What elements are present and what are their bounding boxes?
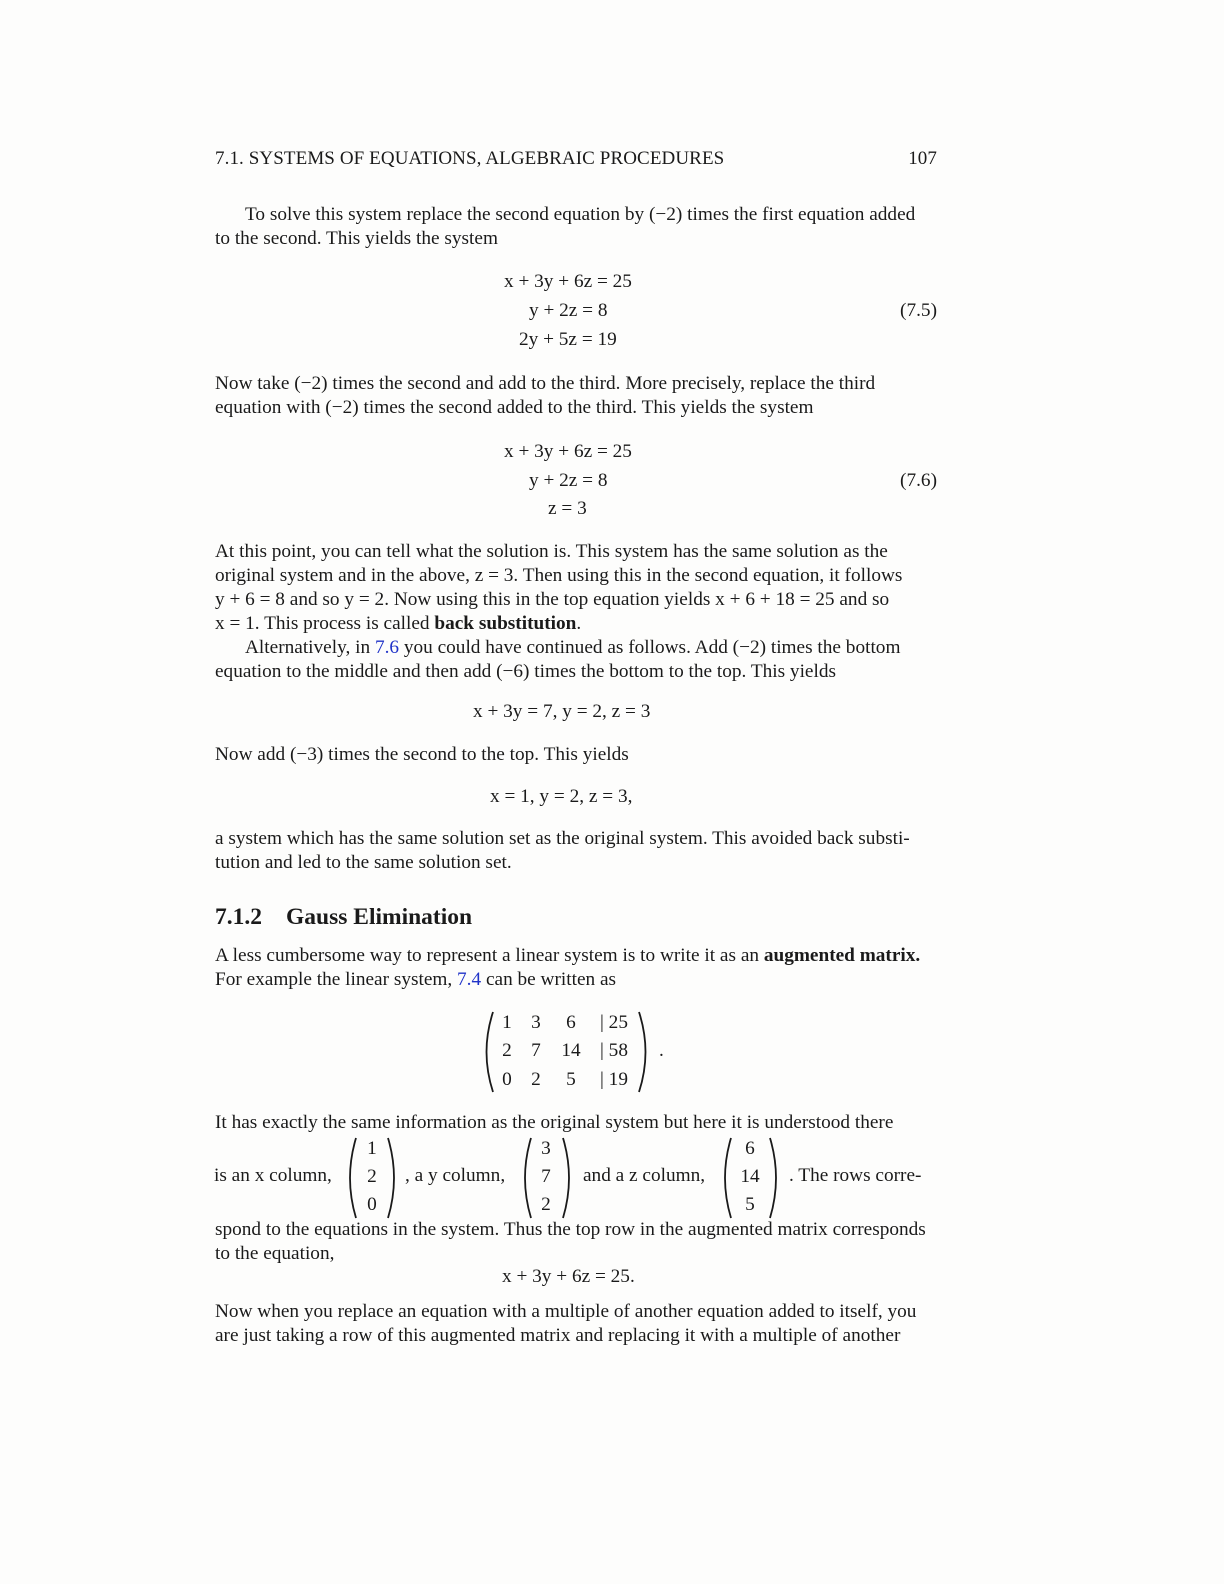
matrix-cell: 5 xyxy=(566,1069,576,1090)
section-number: 7.1.2 xyxy=(215,904,262,930)
matrix-cell: 2 xyxy=(531,1069,541,1090)
z-column-cell: 5 xyxy=(745,1194,755,1215)
x-column-cell: 2 xyxy=(367,1166,377,1187)
matrix-cell: 3 xyxy=(531,1012,541,1033)
p7-line2-rest: can be written as xyxy=(481,969,617,990)
p8-text-z-column: and a z column, xyxy=(583,1165,706,1186)
paragraph-1 xyxy=(215,203,937,251)
matrix-cell: | 58 xyxy=(600,1040,628,1061)
paragraph-2 xyxy=(215,372,937,420)
matrix-cell: 7 xyxy=(531,1040,541,1061)
paragraph-8-rest xyxy=(215,1218,937,1266)
matrix-cell: 14 xyxy=(561,1040,581,1061)
left-paren-icon xyxy=(478,1010,496,1094)
eq-7-6-line1: x + 3y + 6z = 25 xyxy=(504,441,632,462)
p4-line1-rest: you could have continued as follows. Add (−2) times the bottom xyxy=(399,637,901,658)
left-paren-icon xyxy=(718,1136,734,1220)
matrix-cell: 0 xyxy=(502,1069,512,1090)
right-paren-icon xyxy=(636,1010,654,1094)
eq-7-5-line1: x + 3y + 6z = 25 xyxy=(504,271,632,292)
p6-line2: tution and led to the same solution set. xyxy=(215,852,512,873)
x-column-cell: 0 xyxy=(367,1194,377,1215)
p9-line1: Now when you replace an equation with a multiple of another equation added to itself, you xyxy=(215,1301,917,1322)
p8-line4: to the equation, xyxy=(215,1243,335,1264)
z-column-cell: 6 xyxy=(745,1138,755,1159)
eq-7-5-line3: 2y + 5z = 19 xyxy=(519,329,617,350)
eq-7-5-line2: y + 2z = 8 xyxy=(529,300,608,321)
section-title: Gauss Elimination xyxy=(286,904,473,930)
eq-7-6-line3: z = 3 xyxy=(548,498,587,519)
running-header xyxy=(215,148,937,170)
p4-line2: equation to the middle and then add (−6) times the bottom to the top. This yields xyxy=(215,661,836,682)
p7-line2 xyxy=(215,968,937,992)
paragraph-8-line1 xyxy=(215,1111,937,1135)
p6-line1: a system which has the same solution set as the original system. This avoided back substi- xyxy=(215,828,910,849)
equation-intermediate: x + 3y = 7, y = 2, z = 3 xyxy=(473,701,651,722)
section-heading xyxy=(215,904,472,931)
p7-line1-text: A less cumbersome way to represent a linear system is to write it as an xyxy=(215,945,764,966)
p3-line2: original system and in the above, z = 3. Then using this in the second equation, it follows xyxy=(215,565,903,586)
equation-link-7-4[interactable]: 7.4 xyxy=(457,969,482,990)
equation-number-7-6: (7.6) xyxy=(900,470,937,491)
left-paren-icon xyxy=(343,1136,359,1220)
page-number: 107 xyxy=(908,148,937,169)
p3-line1: At this point, you can tell what the solution is. This system has the same solution as the xyxy=(215,541,888,562)
p8-line1: It has exactly the same information as the original system but here it is understood there xyxy=(215,1112,894,1133)
matrix-cell: 2 xyxy=(502,1040,512,1061)
p8-line3: spond to the equations in the system. Thus the top row in the augmented matrix corresponds xyxy=(215,1219,926,1240)
y-column-cell: 2 xyxy=(541,1194,551,1215)
equation-top-row: x + 3y + 6z = 25. xyxy=(502,1266,635,1287)
matrix-cell: | 25 xyxy=(600,1012,628,1033)
paragraph-7 xyxy=(215,944,937,992)
p1-line1: To solve this system replace the second equation by (−2) times the first equation added xyxy=(245,204,916,225)
p3-line4 xyxy=(215,612,937,636)
p3-line4-end: . xyxy=(576,613,582,634)
paragraph-3 xyxy=(215,540,937,684)
equation-number-7-5: (7.5) xyxy=(900,300,937,321)
p1-line2: to the second. This yields the system xyxy=(215,228,498,249)
matrix-cell: 1 xyxy=(502,1012,512,1033)
p5-line1: Now add (−3) times the second to the top. This yields xyxy=(215,744,629,765)
matrix-cell: | 19 xyxy=(600,1069,628,1090)
p3-line3: y + 6 = 8 and so y = 2. Now using this in the top equation yields x + 6 + 18 = 25 and so xyxy=(215,589,890,610)
eq-7-6-line2: y + 2z = 8 xyxy=(529,470,608,491)
paragraph-5 xyxy=(215,743,937,767)
p7-line2-text: For example the linear system, xyxy=(215,969,458,990)
header-section-title: 7.1. SYSTEMS OF EQUATIONS, ALGEBRAIC PROCEDURES xyxy=(215,148,725,169)
left-paren-icon xyxy=(518,1136,534,1220)
paragraph-6 xyxy=(215,827,937,875)
matrix-cell: 6 xyxy=(566,1012,576,1033)
matrix-trailing-period: . xyxy=(659,1040,664,1061)
term-back-substitution: back substitution xyxy=(434,613,577,634)
y-column-cell: 7 xyxy=(541,1166,551,1187)
right-paren-icon xyxy=(560,1136,576,1220)
p8-text-rows: . The rows corre- xyxy=(789,1165,922,1186)
right-paren-icon xyxy=(385,1136,401,1220)
p8-text-y-column: , a y column, xyxy=(405,1165,506,1186)
term-augmented-matrix: augmented matrix. xyxy=(763,945,921,966)
p8-text-x-column: is an x column, xyxy=(214,1165,332,1186)
p7-line1 xyxy=(215,944,937,968)
paragraph-9 xyxy=(215,1300,937,1348)
p2-line2: equation with (−2) times the second added to the third. This yields the system xyxy=(215,397,814,418)
p3-line4-text: x = 1. This process is called xyxy=(215,613,435,634)
p4-line1-text: Alternatively, in xyxy=(245,637,375,658)
equation-link-7-6[interactable]: 7.6 xyxy=(374,637,400,658)
equation-solution: x = 1, y = 2, z = 3, xyxy=(490,786,633,807)
p4-line1 xyxy=(215,636,937,660)
p2-line1: Now take (−2) times the second and add to the third. More precisely, replace the third xyxy=(215,373,876,394)
x-column-cell: 1 xyxy=(367,1138,377,1159)
right-paren-icon xyxy=(767,1136,783,1220)
p9-line2: are just taking a row of this augmented matrix and replacing it with a multiple of another xyxy=(215,1325,901,1346)
y-column-cell: 3 xyxy=(541,1138,551,1159)
z-column-cell: 14 xyxy=(740,1166,760,1187)
